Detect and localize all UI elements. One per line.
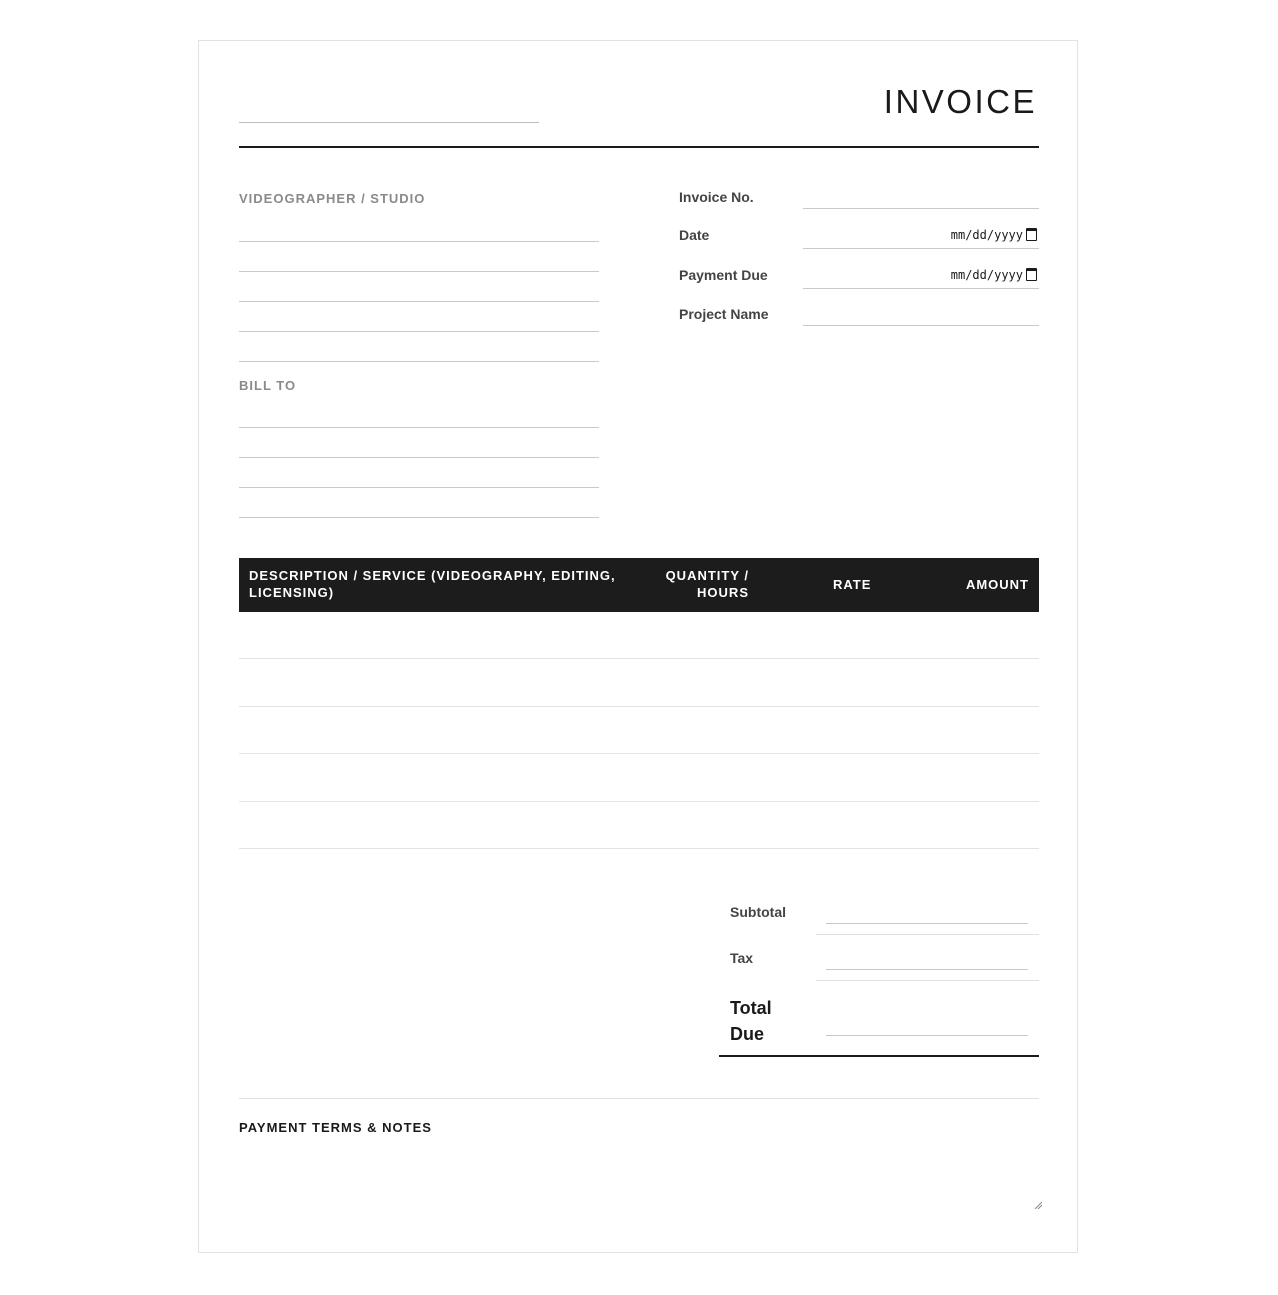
bill-to-line-3[interactable] <box>239 487 599 488</box>
payment-due-label: Payment Due <box>679 267 768 283</box>
bill-to-line-4[interactable] <box>239 517 599 518</box>
table-row[interactable] <box>239 753 1039 754</box>
invoice-title: INVOICE <box>883 83 1037 120</box>
invoice-sheet <box>198 40 1078 1253</box>
project-name-input[interactable] <box>803 325 1039 326</box>
date-placeholder: mm/dd/yyyy <box>950 228 1023 242</box>
sender-line-3[interactable] <box>239 301 599 302</box>
date-label: Date <box>679 227 710 243</box>
total-due-rule <box>719 1055 1039 1057</box>
header-rule <box>239 146 1039 148</box>
col-amount: AMOUNT <box>965 577 1029 592</box>
payment-due-placeholder: mm/dd/yyyy <box>950 268 1023 282</box>
bill-to-line-1[interactable] <box>239 427 599 428</box>
date-input[interactable] <box>803 221 1039 249</box>
notes-label: PAYMENT TERMS & NOTES <box>239 1120 432 1135</box>
resize-handle-icon[interactable] <box>1034 1201 1042 1209</box>
bill-to-label: BILL TO <box>239 378 297 393</box>
line-items-header <box>239 558 1039 612</box>
sender-label: VIDEOGRAPHER / STUDIO <box>239 191 426 206</box>
invoice-no-label: Invoice No. <box>679 189 754 205</box>
table-row[interactable] <box>239 658 1039 659</box>
sender-line-1[interactable] <box>239 241 599 242</box>
bill-to-line-2[interactable] <box>239 457 599 458</box>
payment-due-input[interactable] <box>803 261 1039 289</box>
invoice-no-input[interactable] <box>803 208 1039 209</box>
tax-label: Tax <box>730 950 754 966</box>
subtotal-input[interactable] <box>826 923 1028 924</box>
sender-line-2[interactable] <box>239 271 599 272</box>
sender-line-5[interactable] <box>239 361 599 362</box>
col-quantity: QUANTITY / HOURS <box>665 568 749 600</box>
calendar-icon[interactable] <box>1026 268 1037 281</box>
calendar-icon[interactable] <box>1026 228 1037 241</box>
notes-textarea[interactable] <box>239 1141 1044 1211</box>
subtotal-row-divider <box>816 934 1039 935</box>
notes-divider <box>239 1098 1039 1099</box>
table-row[interactable] <box>239 706 1039 707</box>
table-row[interactable] <box>239 801 1039 802</box>
subtotal-label: Subtotal <box>730 904 786 920</box>
tax-row-divider <box>816 980 1039 981</box>
payment-due-underline <box>803 288 1039 289</box>
table-row[interactable] <box>239 848 1039 849</box>
total-due-input[interactable] <box>826 1035 1028 1036</box>
sender-line-4[interactable] <box>239 331 599 332</box>
project-name-label: Project Name <box>679 306 769 322</box>
date-underline <box>803 248 1039 249</box>
col-description: DESCRIPTION / SERVICE (VIDEOGRAPHY, EDITING, LICENSING) <box>249 568 616 600</box>
col-rate: RATE <box>833 577 872 592</box>
total-due-label: Total Due <box>730 998 772 1044</box>
logo-field[interactable] <box>239 122 539 123</box>
tax-input[interactable] <box>826 969 1028 970</box>
